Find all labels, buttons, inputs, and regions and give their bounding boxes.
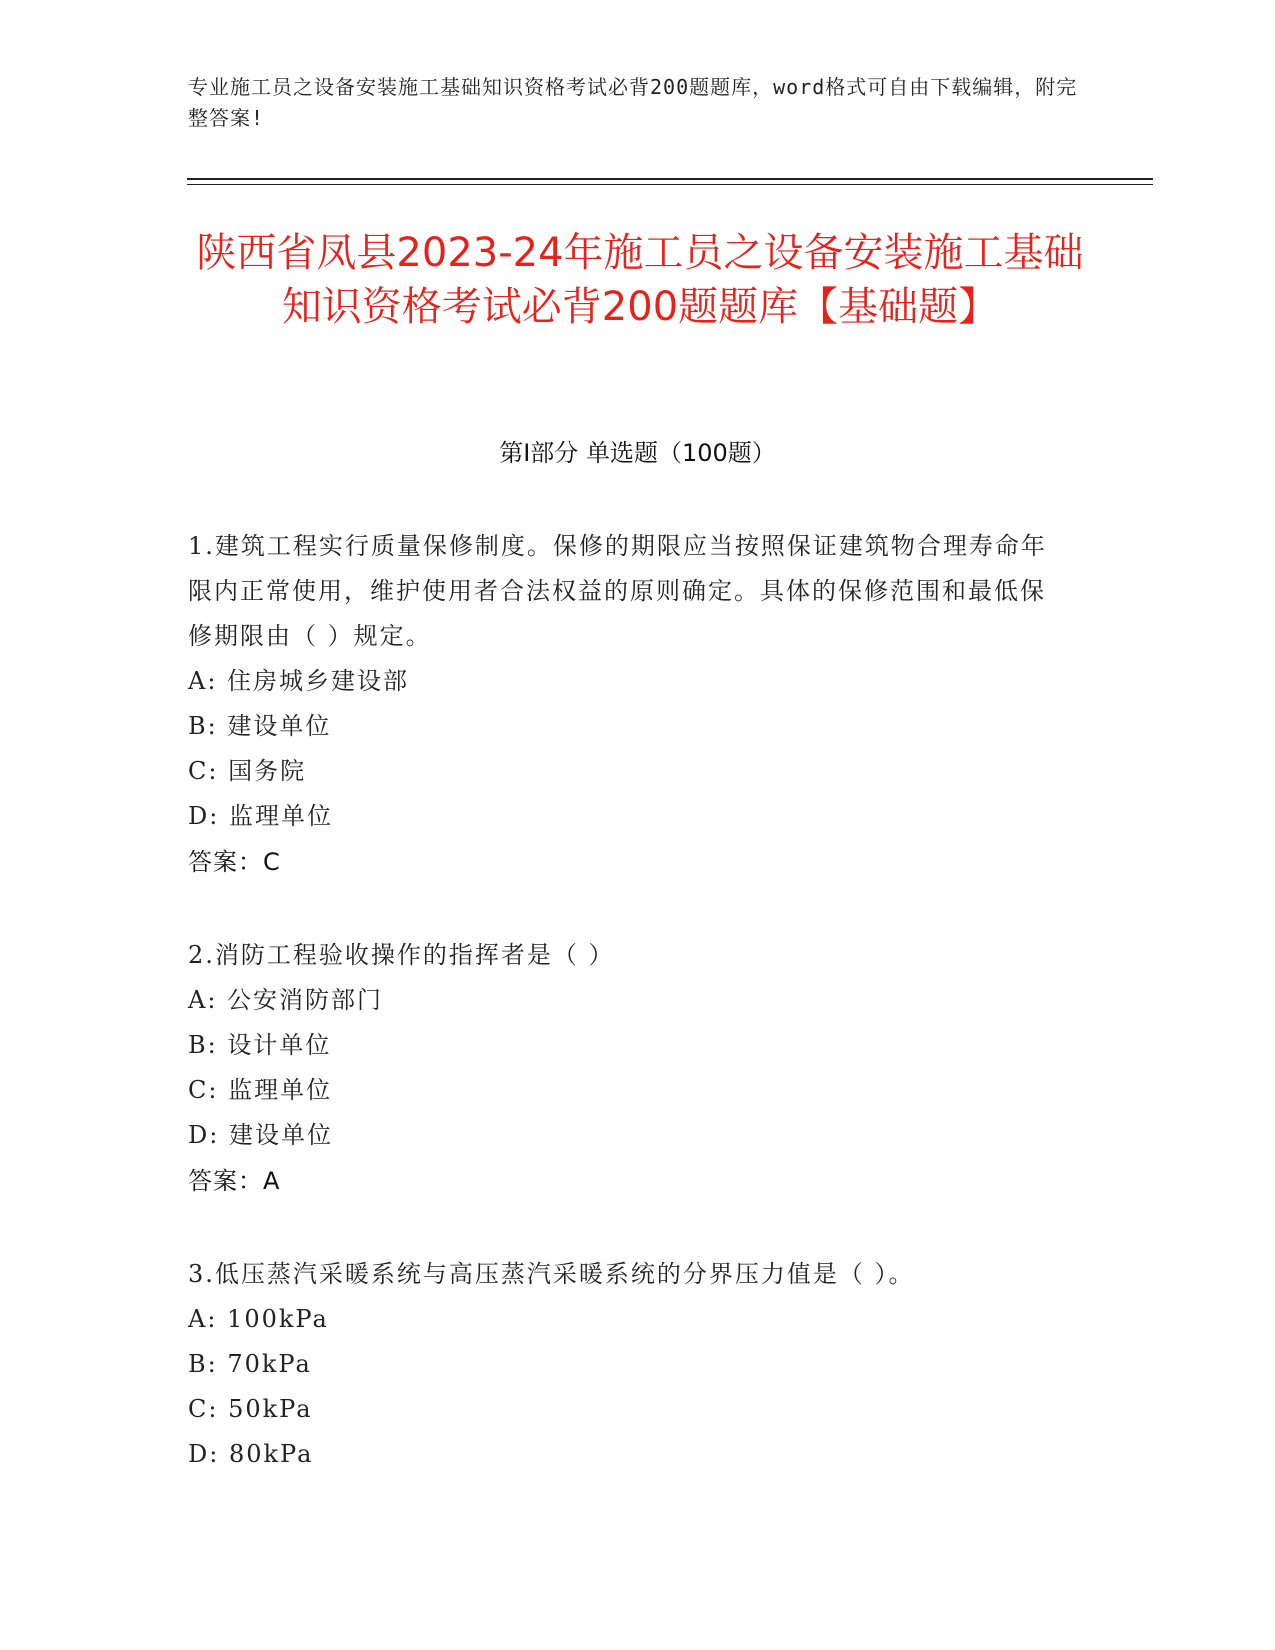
option-b: B: 建设单位 [188, 712, 332, 740]
option-d: D: 建设单位 [188, 1121, 333, 1149]
header-rule-thin [187, 184, 1153, 185]
header-rule-thick [187, 178, 1153, 180]
option-a: A: 住房城乡建设部 [188, 667, 410, 695]
section-title: 第I部分 单选题（100题） [499, 439, 776, 467]
option-d: D: 80kPa [188, 1440, 314, 1468]
option-c: C: 监理单位 [188, 1076, 333, 1104]
answer: 答案：C [188, 848, 281, 876]
header-note: 专业施工员之设备安装施工基础知识资格考试必背200题题库，word格式可自由下载编辑，附完整答案! [188, 75, 1078, 130]
option-b: B: 设计单位 [188, 1031, 332, 1059]
question-stem: 2.消防工程验收操作的指挥者是（ ） [188, 941, 615, 969]
question-2 [188, 933, 1068, 1204]
option-a: A: 100kPa [188, 1305, 329, 1333]
option-b: B: 70kPa [188, 1350, 312, 1378]
answer: 答案：A [188, 1167, 281, 1195]
option-c: C: 50kPa [188, 1395, 313, 1423]
option-d: D: 监理单位 [188, 802, 333, 830]
option-c: C: 国务院 [188, 757, 307, 785]
question-stem: 1.建筑工程实行质量保修制度。保修的期限应当按照保证建筑物合理寿命年限内正常使用，维护使用者合法权益的原则确定。具体的保修范围和最低保修期限由（ ）规定。 [188, 532, 1047, 650]
question-3 [188, 1252, 1068, 1477]
question-1 [188, 524, 1068, 885]
document-title: 陕西省凤县2023-24年施工员之设备安装施工基础知识资格考试必背200题题库【基础题】 [196, 230, 1084, 330]
question-stem: 3.低压蒸汽采暖系统与高压蒸汽采暖系统的分界压力值是（ ）。 [188, 1260, 915, 1288]
option-a: A: 公安消防部门 [188, 986, 384, 1014]
